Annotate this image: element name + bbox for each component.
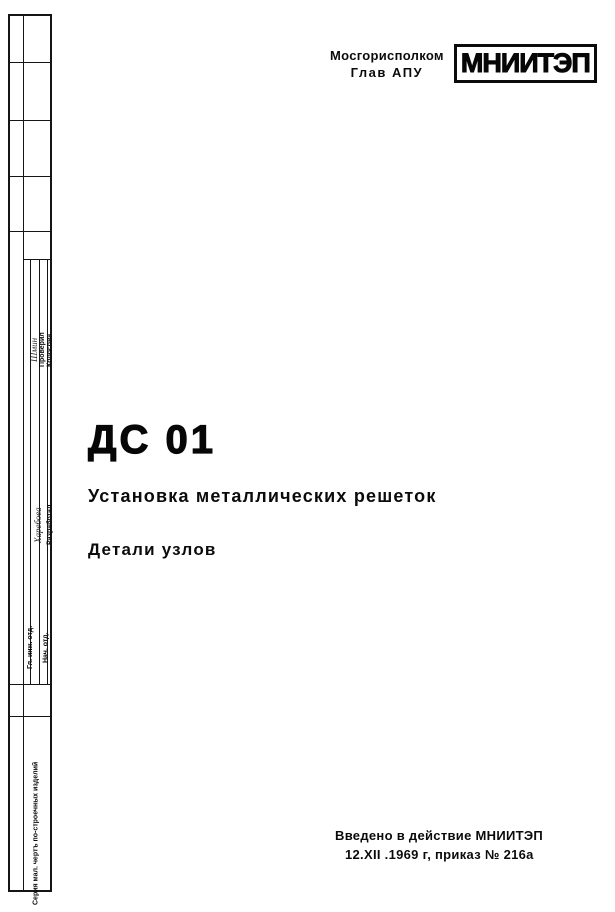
- institute-logo: [454, 44, 597, 83]
- stamp-tick-3: [10, 176, 23, 177]
- document-subtitle: Детали узлов: [88, 540, 217, 559]
- stamp-cell-label-gl-inzh-otd: Гл. инж. отд.: [27, 625, 34, 670]
- organisation-lines: [330, 47, 444, 81]
- title-block: [88, 418, 518, 561]
- stamp-cell-label-razrabotal: Разработал: [46, 504, 54, 546]
- header-block: [330, 44, 597, 83]
- stamp-divider-3: [23, 176, 50, 177]
- stamp-footer-label: Серия мал. чертъ по-строечных изделий: [32, 761, 40, 905]
- stamp-divider-5: [23, 684, 50, 685]
- stamp-tick-4: [10, 231, 23, 232]
- stamp-cell-label-nach-otd: Нач. отд.: [42, 632, 50, 663]
- stamp-signature-band: [23, 259, 54, 684]
- stamp-tick-6: [10, 716, 23, 717]
- stamp-divider-1: [23, 62, 50, 63]
- document-title: Установка металлических решеток: [88, 486, 437, 506]
- stamp-cell-signature-harebova: Харебова: [33, 507, 43, 543]
- stamp-divider-4: [23, 231, 50, 232]
- institute-logo-text: МНИИТЭП: [460, 48, 590, 78]
- approval-note: [335, 826, 605, 864]
- approval-note-line-2: 12.XII .1969 г, приказ № 216а: [345, 847, 534, 862]
- stamp-divider-2: [23, 120, 50, 121]
- stamp-cell-signature-shmin: Шмин: [29, 337, 39, 363]
- stamp-tick-5: [10, 684, 23, 685]
- organisation-line-2: Глав АПУ: [350, 64, 424, 80]
- stamp-cell-label-colosova: Колосова: [46, 333, 54, 367]
- stamp-column: [8, 14, 54, 905]
- stamp-tick-2: [10, 120, 23, 121]
- stamp-footer-cell: [23, 761, 50, 905]
- stamp-divider-6: [23, 716, 50, 717]
- stamp-cell-label-proveril: Проверил: [39, 332, 46, 368]
- document-code: ДС 01: [88, 418, 216, 462]
- stamp-tick-1: [10, 62, 23, 63]
- organisation-line-1: Мосгорисполком: [330, 47, 444, 63]
- approval-note-line-1: Введено в действие МНИИТЭП: [335, 828, 544, 843]
